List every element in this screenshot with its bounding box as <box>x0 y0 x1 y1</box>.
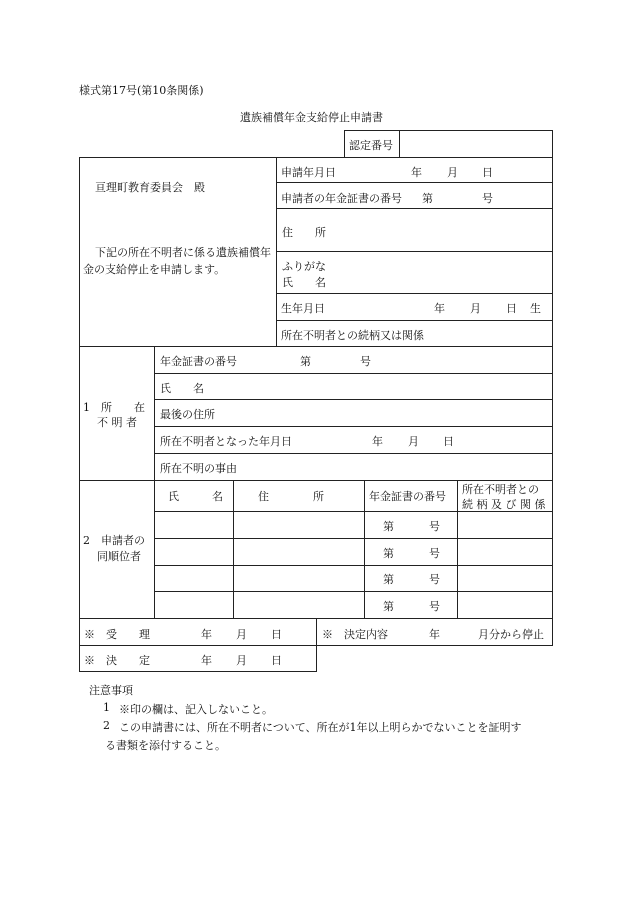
applicant-row-line <box>276 293 553 294</box>
birth-month-unit: 月 <box>470 302 481 315</box>
peers-row-line <box>154 538 553 539</box>
missing-row-line <box>154 373 553 374</box>
peer-row-dai: 第 <box>383 573 394 586</box>
receipt-label: ※ 受 理 <box>84 628 150 641</box>
missing-reason-label: 所在不明の事由 <box>160 462 237 475</box>
peer-row-go: 号 <box>429 520 440 533</box>
cert-number-label: 認定番号 <box>349 139 393 152</box>
peer-row-dai: 第 <box>383 547 394 560</box>
decision-day-unit: 日 <box>271 654 282 667</box>
birth-suffix: 生 <box>530 302 541 315</box>
table-top-border <box>79 157 553 158</box>
applicant-pension-go: 号 <box>482 192 493 205</box>
note-text: ※印の欄は、記入しないこと。 <box>119 703 273 716</box>
peers-section-label-2: 同順位者 <box>97 550 141 563</box>
note-text-continued: る書類を添付すること。 <box>105 739 226 752</box>
table-right-border <box>552 157 553 646</box>
cert-right-border <box>552 130 553 157</box>
decision-content-year-unit: 年 <box>429 628 440 641</box>
col-relation-header-2: 続 柄 及 び 関 係 <box>462 498 546 511</box>
applicant-row-line <box>276 182 553 183</box>
decision-month-unit: 月 <box>236 654 247 667</box>
decision-label: ※ 決 定 <box>84 654 150 667</box>
name-field[interactable] <box>340 253 550 291</box>
date-year-unit: 年 <box>411 166 422 179</box>
date-day-unit: 日 <box>482 166 493 179</box>
peers-divider <box>154 480 155 618</box>
applicant-row-line <box>276 208 553 209</box>
col-name-header: 氏 名 <box>168 490 223 503</box>
last-address-label: 最後の住所 <box>160 408 215 421</box>
birth-label: 生年月日 <box>281 302 325 315</box>
receipt-day-unit: 日 <box>271 628 282 641</box>
notes-heading: 注意事項 <box>89 684 133 697</box>
section-divider-1 <box>79 346 553 347</box>
missing-row-line <box>154 453 553 454</box>
applicant-row-line <box>276 251 553 252</box>
missing-day-unit: 日 <box>443 435 454 448</box>
peers-col-line <box>457 480 458 618</box>
decision-content-label: ※ 決定内容 <box>322 628 388 641</box>
missing-pension-dai: 第 <box>300 355 311 368</box>
addressee: 亘理町教育委員会 殿 <box>95 181 205 194</box>
note-text: この申請書には、所在不明者について、所在が1年以上明らかでないことを証明す <box>119 721 522 734</box>
address-field[interactable] <box>340 210 550 249</box>
applicant-row-line <box>276 320 553 321</box>
date-label: 申請年月日 <box>281 166 336 179</box>
decision-year-unit: 年 <box>201 654 212 667</box>
decision-content-suffix: 月分から停止 <box>478 628 544 641</box>
col-address-header: 住 所 <box>258 490 324 503</box>
note-number: 2 <box>103 719 110 732</box>
peer-row-go: 号 <box>429 573 440 586</box>
birth-day-unit: 日 <box>506 302 517 315</box>
applicant-pension-dai: 第 <box>422 192 433 205</box>
furigana-label: ふりがな <box>282 260 326 273</box>
name-label: 氏 名 <box>282 276 326 289</box>
missing-section-label: 1 所 在 <box>83 401 145 414</box>
cert-divider <box>399 130 400 157</box>
missing-year-unit: 年 <box>372 435 383 448</box>
missing-divider <box>154 346 155 480</box>
col-pension-header: 年金証書の番号 <box>369 490 446 503</box>
office-divider <box>316 618 317 672</box>
relationship-label: 所在不明者との続柄又は関係 <box>281 329 424 342</box>
date-month-unit: 月 <box>447 166 458 179</box>
cert-top-border <box>344 130 553 131</box>
receipt-year-unit: 年 <box>201 628 212 641</box>
note-number: 1 <box>103 701 110 714</box>
missing-row-line <box>154 426 553 427</box>
missing-row-line <box>154 399 553 400</box>
peers-col-line <box>364 480 365 618</box>
form-number: 様式第17号(第10条関係) <box>79 84 204 97</box>
missing-section-label-2: 不 明 者 <box>97 416 137 429</box>
peers-col-line <box>233 480 234 618</box>
table-left-border <box>79 157 80 672</box>
peers-row-line <box>154 565 553 566</box>
missing-date-label: 所在不明者となった年月日 <box>160 435 292 448</box>
peers-section-label: 2 申請者の <box>83 534 145 547</box>
page-title: 遺族補償年金支給停止申請書 <box>240 111 383 124</box>
missing-name-label: 氏 名 <box>160 382 204 395</box>
peer-row-go: 号 <box>429 547 440 560</box>
cert-left-border <box>344 130 345 157</box>
receipt-month-unit: 月 <box>236 628 247 641</box>
peer-row-dai: 第 <box>383 520 394 533</box>
missing-month-unit: 月 <box>408 435 419 448</box>
table-bottom-border <box>79 671 317 672</box>
missing-pension-label: 年金証書の番号 <box>160 355 237 368</box>
birth-year-unit: 年 <box>434 302 445 315</box>
peers-row-line <box>154 591 553 592</box>
cert-number-field[interactable] <box>401 132 551 155</box>
peer-row-go: 号 <box>429 600 440 613</box>
address-label: 住 所 <box>282 226 326 239</box>
peer-row-dai: 第 <box>383 600 394 613</box>
col-relation-header: 所在不明者との <box>462 483 539 496</box>
missing-pension-go: 号 <box>360 355 371 368</box>
applicant-pension-label: 申請者の年金証書の番号 <box>281 192 402 205</box>
request-text: 下記の所在不明者に係る遺族補償年金の支給停止を申請します。 <box>83 246 271 276</box>
